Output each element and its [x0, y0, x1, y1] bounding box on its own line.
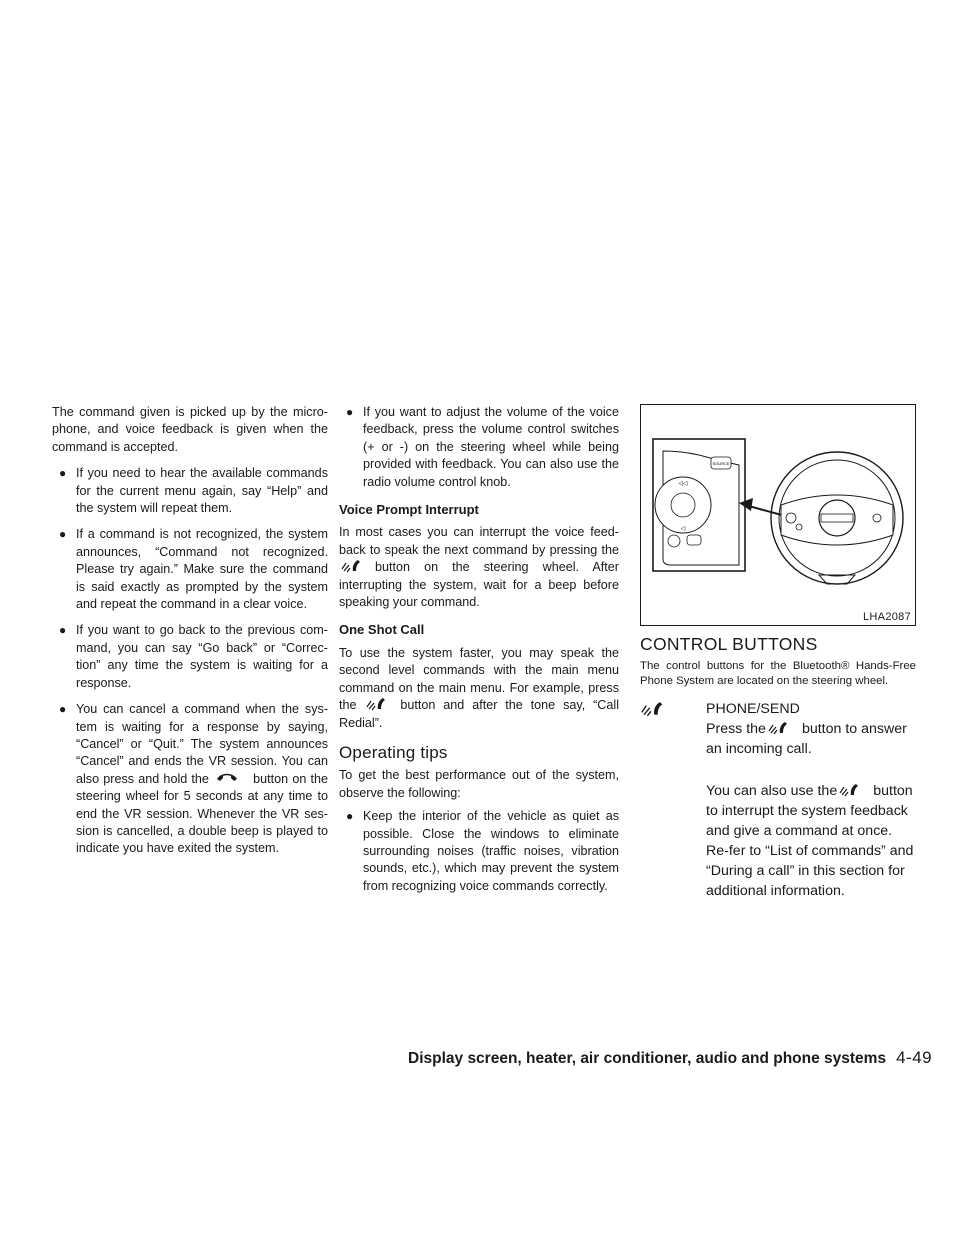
bullet-volume: ● If you want to adjust the volume of the voice feedback, press the volume control switches (+ or -) on the steering wheel while being provided with feedback. You can also use the radio volume control knob.: [346, 405, 619, 489]
phone-send-entry: [640, 699, 916, 901]
bullet-dot: ●: [59, 466, 67, 481]
column-middle: [339, 404, 619, 895]
heading-voice-prompt-interrupt: Voice Prompt Interrupt: [339, 502, 479, 518]
phone-send-icon: [366, 697, 386, 711]
phone-send-icon: [839, 783, 859, 797]
section-title: Display screen, heater, air conditioner, audio and phone systems: [408, 1050, 887, 1067]
phone-send-icon: [640, 701, 664, 717]
page-number: 4-49: [896, 1048, 933, 1067]
steering-wheel-figure: [640, 404, 916, 626]
bullet-dot: ●: [346, 405, 354, 419]
steering-wheel-illustration: [641, 405, 914, 624]
bullet-go-back: ● If you want to go back to the previous com-mand, you can say “Go back” or “Correc-tion” any time the system is waiting for a response.: [59, 623, 328, 690]
phone-send-label: PHONE/SEND: [706, 701, 800, 718]
phone-send-icon: [768, 721, 788, 735]
control-buttons-intro: The control buttons for the Bluetooth® Hands-Free Phone System are located on the steering wheel.: [640, 660, 916, 688]
press-answer-text: Press the button to answer an incoming call.: [706, 721, 907, 758]
bullet-help: ● If you need to hear the available commands for the current menu again, say “Help” and the system will repeat them.: [59, 466, 328, 516]
svg-text:◁: ◁: [680, 526, 686, 532]
svg-text:◁◁: ◁◁: [678, 481, 688, 487]
bullet-dot: ●: [59, 527, 67, 542]
phone-send-icon: [341, 559, 361, 573]
bullet-dot: ●: [59, 623, 67, 638]
bullet-quiet: ● Keep the interior of the vehicle as quiet as possible. Close the windows to eliminate surrounding noises (traffic noises, vibration sounds, etc.), which may prevent the system from recognizing voice commands correctly.: [346, 809, 619, 893]
heading-one-shot-call: One Shot Call: [339, 622, 425, 638]
phone-end-icon: [215, 771, 239, 783]
osc-paragraph: To use the system faster, you may speak the second level commands with the main menu command on the main menu. For example, press the button and after the tone say, “Call Redial”.: [339, 645, 619, 730]
heading-operating-tips: Operating tips: [339, 742, 448, 762]
bullet-dot: ●: [346, 809, 354, 824]
bullet-dot: ●: [59, 702, 67, 717]
column-right: [640, 636, 916, 901]
vpi-paragraph: In most cases you can interrupt the voice feed-back to speak the next command by pressing the button on the steering wheel. After interrupting the system, wait for a beep before speaking your command.: [339, 525, 619, 610]
figure-label: LHA2087: [863, 611, 911, 623]
phone-send-description: [706, 699, 916, 901]
tips-intro: To get the best performance out of the system, observe the following:: [339, 768, 619, 800]
bullet-cancel: ● You can cancel a command when the sys-tem is waiting for a response by saying, “Cancel” or “Quit.” The system announces “Cancel” and ends the VR session. You can also press and hold the button on the steering wheel for 5 seconds at any time to end the VR session. Whenever the VR ses-sion is cancelled, a double beep is played to indicate you have exited the system.: [59, 702, 329, 856]
column-left: [52, 404, 328, 858]
bullet-not-recognized: ● If a command is not recognized, the system announces, “Command not recognized. Please try again.” Make sure the command is said exactly as prompted by the system and repeat the command in a clear voice.: [59, 527, 328, 612]
interrupt-text: You can also use the button to interrupt the system feedback and give a command at once. Re-fer to “List of commands” and “During a call” in this section for additional information.: [706, 783, 914, 900]
heading-control-buttons: CONTROL BUTTONS: [640, 634, 818, 654]
source-label: SOURCE: [712, 461, 730, 466]
page-footer: [408, 1048, 933, 1068]
intro-paragraph: The command given is picked up by the micro-phone, and voice feedback is given when the command is accepted.: [52, 405, 328, 454]
